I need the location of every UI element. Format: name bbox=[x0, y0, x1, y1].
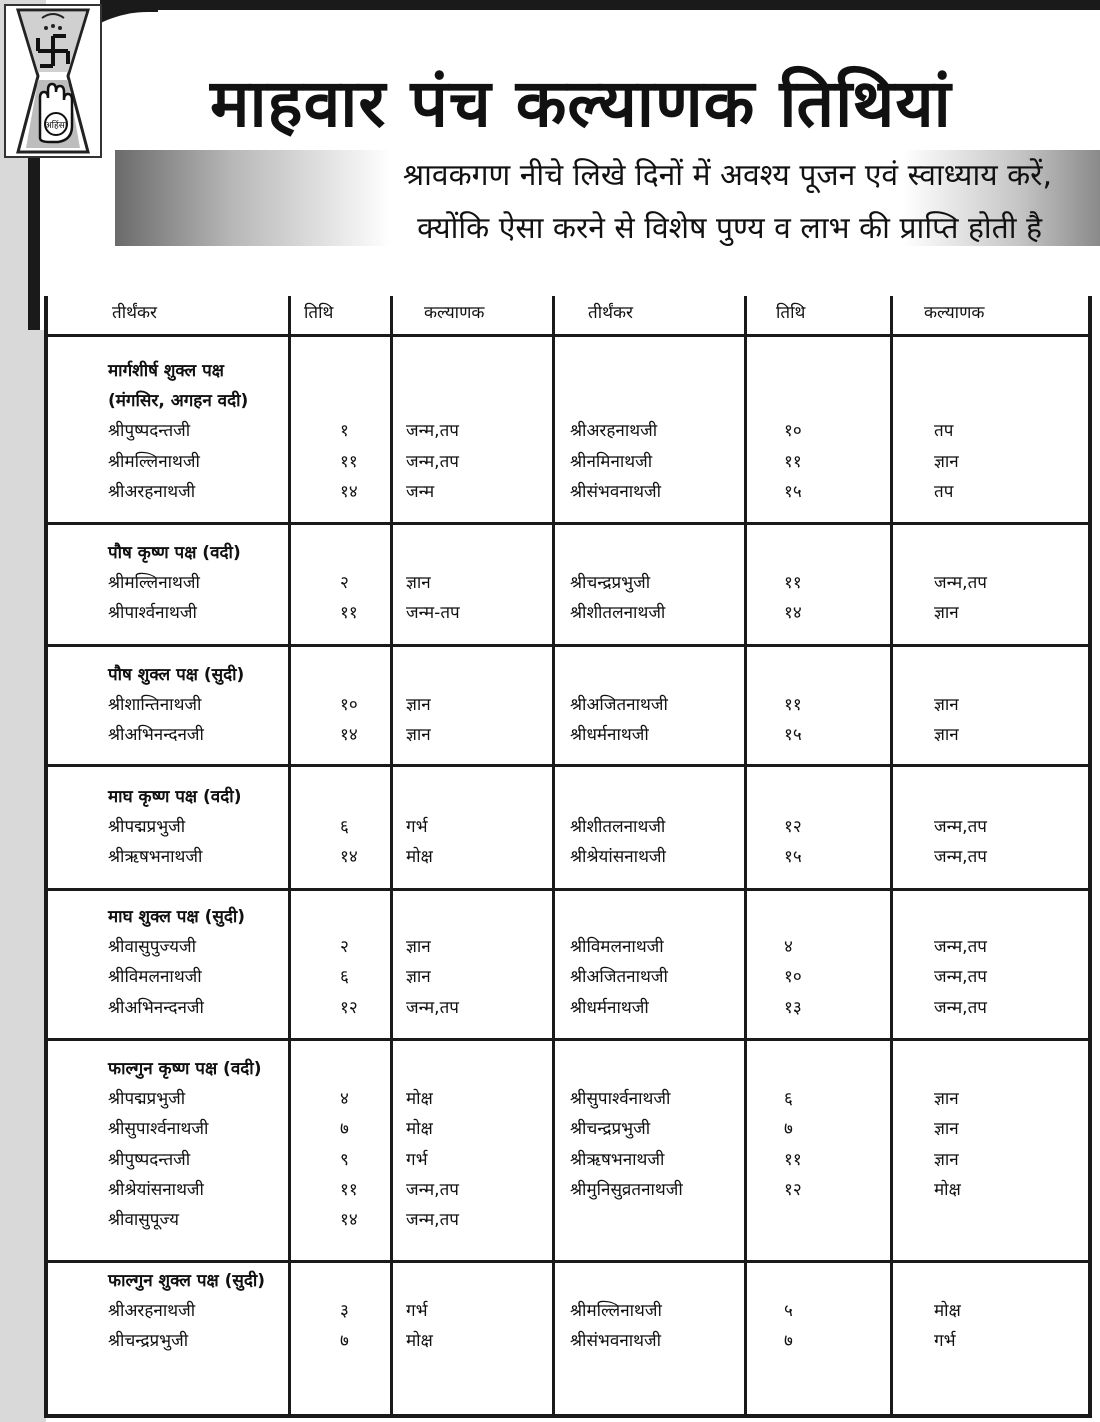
kalyanak-cell: मोक्ष bbox=[934, 1179, 961, 1200]
tithi-cell: १० bbox=[784, 967, 802, 988]
tirthankar-cell: श्रीचन्द्रप्रभुजी bbox=[108, 1331, 189, 1352]
tithi-cell: १४ bbox=[340, 1210, 358, 1230]
top-border-rule bbox=[100, 0, 1100, 10]
header-tithi-2: तिथि bbox=[776, 303, 806, 323]
kalyanak-cell: मोक्ष bbox=[934, 1301, 961, 1322]
kalyanak-cell: जन्म,तप bbox=[406, 1179, 459, 1200]
tithi-cell: ३ bbox=[340, 1301, 349, 1322]
section-title: फाल्गुन शुक्ल पक्ष (सुदी) bbox=[108, 1271, 266, 1291]
tirthankar-cell: श्रीविमलनाथजी bbox=[108, 967, 202, 988]
kalyanak-cell: मोक्ष bbox=[406, 847, 433, 868]
section-divider bbox=[44, 1260, 1092, 1263]
header-tirthankar-2: तीर्थंकर bbox=[588, 303, 633, 323]
tirthankar-cell: श्रीसंभवनाथजी bbox=[570, 481, 662, 502]
tithi-cell: ७ bbox=[784, 1331, 793, 1352]
tirthankar-cell: श्रीचन्द्रप्रभुजी bbox=[570, 573, 651, 594]
header-tirthankar-1: तीर्थंकर bbox=[112, 303, 157, 323]
tirthankar-cell: श्रीसंभवनाथजी bbox=[570, 1331, 662, 1352]
tithi-cell: ९ bbox=[340, 1149, 349, 1170]
section-divider bbox=[44, 522, 1092, 525]
tithi-cell: १४ bbox=[340, 847, 358, 868]
tirthankar-cell: श्रीअरहनाथजी bbox=[108, 481, 196, 502]
kalyanak-cell: मोक्ष bbox=[406, 1089, 433, 1110]
section-title: मार्गशीर्ष शुक्ल पक्ष bbox=[108, 361, 224, 381]
tithi-cell: १० bbox=[784, 421, 802, 442]
section-title: माघ कृष्ण पक्ष (वदी) bbox=[108, 787, 242, 807]
tirthankar-cell: श्रीशीतलनाथजी bbox=[570, 817, 666, 838]
tirthankar-cell: श्रीवासुपुज्यजी bbox=[108, 937, 197, 958]
tithi-cell: ११ bbox=[340, 1179, 358, 1200]
tithi-cell: १४ bbox=[340, 481, 358, 502]
kalyanak-cell: तप bbox=[934, 481, 954, 502]
tithi-cell: ११ bbox=[784, 573, 802, 594]
tirthankar-cell: श्रीचन्द्रप्रभुजी bbox=[570, 1119, 651, 1140]
kalyanak-cell: ज्ञान bbox=[406, 937, 431, 958]
kalyanak-cell: ज्ञान bbox=[934, 603, 959, 624]
tithi-cell: ५ bbox=[784, 1301, 793, 1322]
kalyanak-cell: जन्म-तप bbox=[406, 603, 460, 624]
kalyanak-cell: जन्म,तप bbox=[934, 817, 987, 838]
kalyanak-cell: ज्ञान bbox=[406, 695, 431, 716]
subtitle-line-2: क्योंकि ऐसा करने से विशेष पुण्य व लाभ की प्राप्ति होती है bbox=[417, 211, 1042, 246]
tirthankar-cell: श्रीवासुपूज्य bbox=[108, 1210, 180, 1230]
kalyanak-cell: ज्ञान bbox=[934, 725, 959, 746]
section-subtitle: (मंगसिर, अगहन वदी) bbox=[108, 391, 249, 412]
kalyanak-cell: ज्ञान bbox=[934, 695, 959, 716]
kalyanak-cell: ज्ञान bbox=[406, 573, 431, 594]
tithi-cell: १२ bbox=[784, 1179, 802, 1200]
page-title: माहवार पंच कल्याणक तिथियां bbox=[210, 65, 952, 142]
tithi-cell: १५ bbox=[784, 481, 802, 502]
tithi-cell: १४ bbox=[784, 603, 802, 624]
kalyanak-cell: ज्ञान bbox=[934, 1119, 959, 1140]
tirthankar-cell: श्रीशान्तिनाथजी bbox=[108, 695, 202, 716]
tirthankar-cell: श्रीश्रेयांसनाथजी bbox=[570, 847, 666, 868]
tirthankar-cell: श्रीपद्मप्रभुजी bbox=[108, 1089, 186, 1110]
tirthankar-cell: श्रीनमिनाथजी bbox=[570, 451, 653, 472]
kalyanak-cell: ज्ञान bbox=[934, 451, 959, 472]
tirthankar-cell: श्रीअरहनाथजी bbox=[570, 421, 658, 442]
tirthankar-cell: श्रीमल्लिनाथजी bbox=[570, 1301, 662, 1322]
tirthankar-cell: श्रीपद्मप्रभुजी bbox=[108, 817, 186, 838]
header-kalyanak-2: कल्याणक bbox=[924, 303, 985, 323]
tithi-cell: १२ bbox=[340, 997, 358, 1018]
tirthankar-cell: श्रीअभिनन्दनजी bbox=[108, 997, 204, 1018]
tithi-cell: ६ bbox=[784, 1089, 793, 1110]
tithi-cell: ४ bbox=[784, 937, 793, 958]
tithi-cell: २ bbox=[340, 937, 349, 958]
kalyanak-cell: गर्भ bbox=[934, 1331, 956, 1352]
tirthankar-cell: श्रीसुपार्श्वनाथजी bbox=[570, 1089, 671, 1110]
section-divider bbox=[44, 1038, 1092, 1041]
kalyanak-cell: गर्भ bbox=[406, 817, 428, 838]
kalyanak-cell: जन्म,तप bbox=[406, 997, 459, 1018]
kalyanak-cell: ज्ञान bbox=[934, 1149, 959, 1170]
kalyanak-cell: जन्म,तप bbox=[406, 451, 459, 472]
kalyanak-cell: मोक्ष bbox=[406, 1331, 433, 1352]
kalyanak-cell: गर्भ bbox=[406, 1301, 428, 1322]
kalyanak-cell: तप bbox=[934, 421, 954, 442]
tithi-cell: १४ bbox=[340, 725, 358, 746]
column-divider bbox=[288, 296, 291, 1418]
section-divider bbox=[44, 764, 1092, 767]
tirthankar-cell: श्रीपुष्पदन्तजी bbox=[108, 421, 191, 442]
kalyanak-cell: जन्म bbox=[406, 481, 435, 502]
column-divider bbox=[552, 296, 555, 1418]
kalyanak-cell: जन्म,तप bbox=[934, 967, 987, 988]
tithi-cell: ११ bbox=[784, 451, 802, 472]
kalyanak-cell: जन्म,तप bbox=[406, 421, 459, 442]
tithi-cell: १५ bbox=[784, 847, 802, 868]
kalyanak-cell: ज्ञान bbox=[406, 967, 431, 988]
tithi-cell: ७ bbox=[340, 1119, 349, 1140]
section-title: पौष कृष्ण पक्ष (वदी) bbox=[108, 543, 241, 563]
tirthankar-cell: श्रीमुनिसुव्रतनाथजी bbox=[570, 1179, 683, 1200]
section-divider bbox=[44, 888, 1092, 891]
tirthankar-cell: श्रीपार्श्वनाथजी bbox=[108, 603, 197, 624]
tithi-cell: १० bbox=[340, 695, 358, 716]
column-divider bbox=[744, 296, 747, 1418]
tithi-cell: ११ bbox=[340, 603, 358, 624]
tirthankar-cell: श्रीधर्मनाथजी bbox=[570, 725, 649, 746]
tirthankar-cell: श्रीअभिनन्दनजी bbox=[108, 725, 204, 746]
tithi-cell: ७ bbox=[784, 1119, 793, 1140]
tirthankar-cell: श्रीअजितनाथजी bbox=[570, 967, 668, 988]
kalyanak-cell: जन्म,तप bbox=[934, 997, 987, 1018]
tirthankar-cell: श्रीऋषभनाथजी bbox=[570, 1149, 665, 1170]
tirthankar-cell: श्रीमल्लिनाथजी bbox=[108, 573, 200, 594]
tirthankar-cell: श्रीधर्मनाथजी bbox=[570, 997, 649, 1018]
tithi-cell: ११ bbox=[784, 695, 802, 716]
section-title: माघ शुक्ल पक्ष (सुदी) bbox=[108, 907, 246, 927]
header-tithi-1: तिथि bbox=[304, 303, 334, 323]
kalyanak-cell: ज्ञान bbox=[406, 725, 431, 746]
subtitle-line-1: श्रावकगण नीचे लिखे दिनों में अवश्य पूजन एवं स्वाध्याय करें, bbox=[402, 158, 1052, 193]
kalyanak-cell: जन्म,तप bbox=[934, 847, 987, 868]
kalyanak-cell: मोक्ष bbox=[406, 1119, 433, 1140]
header-kalyanak-1: कल्याणक bbox=[424, 303, 485, 323]
column-divider bbox=[890, 296, 893, 1418]
tirthankar-cell: श्रीपुष्पदन्तजी bbox=[108, 1149, 191, 1170]
kalyanak-cell: जन्म,तप bbox=[934, 937, 987, 958]
jain-emblem-icon bbox=[6, 6, 100, 156]
tithi-cell: ६ bbox=[340, 817, 349, 838]
tirthankar-cell: श्रीऋषभनाथजी bbox=[108, 847, 203, 868]
tirthankar-cell: श्रीअजितनाथजी bbox=[570, 695, 668, 716]
kalyanak-cell: जन्म,तप bbox=[934, 573, 987, 594]
tithi-cell: १ bbox=[340, 421, 349, 442]
tirthankar-cell: श्रीमल्लिनाथजी bbox=[108, 451, 200, 472]
tithi-cell: ४ bbox=[340, 1089, 349, 1110]
tithi-cell: १२ bbox=[784, 817, 802, 838]
tirthankar-cell: श्रीशीतलनाथजी bbox=[570, 603, 666, 624]
tirthankar-cell: श्रीश्रेयांसनाथजी bbox=[108, 1179, 204, 1200]
kalyanak-cell: ज्ञान bbox=[934, 1089, 959, 1110]
kalyanak-cell: गर्भ bbox=[406, 1149, 428, 1170]
column-divider bbox=[390, 296, 393, 1418]
tirthankar-cell: श्रीविमलनाथजी bbox=[570, 937, 664, 958]
section-divider bbox=[44, 644, 1092, 647]
tithi-cell: ७ bbox=[340, 1331, 349, 1352]
header-divider bbox=[44, 334, 1092, 337]
section-title: फाल्गुन कृष्ण पक्ष (वदी) bbox=[108, 1059, 262, 1079]
jain-emblem-logo bbox=[4, 4, 102, 158]
kalyanak-cell: जन्म,तप bbox=[406, 1210, 459, 1230]
tithi-cell: ११ bbox=[340, 451, 358, 472]
tithi-cell: १३ bbox=[784, 997, 802, 1018]
tirthankar-cell: श्रीअरहनाथजी bbox=[108, 1301, 196, 1322]
svg-text:अहिंसा: अहिंसा bbox=[44, 121, 68, 131]
tithi-cell: २ bbox=[340, 573, 349, 594]
tithi-cell: ६ bbox=[340, 967, 349, 988]
tithi-cell: ११ bbox=[784, 1149, 802, 1170]
tirthankar-cell: श्रीसुपार्श्वनाथजी bbox=[108, 1119, 209, 1140]
section-title: पौष शुक्ल पक्ष (सुदी) bbox=[108, 665, 245, 685]
tithi-cell: १५ bbox=[784, 725, 802, 746]
